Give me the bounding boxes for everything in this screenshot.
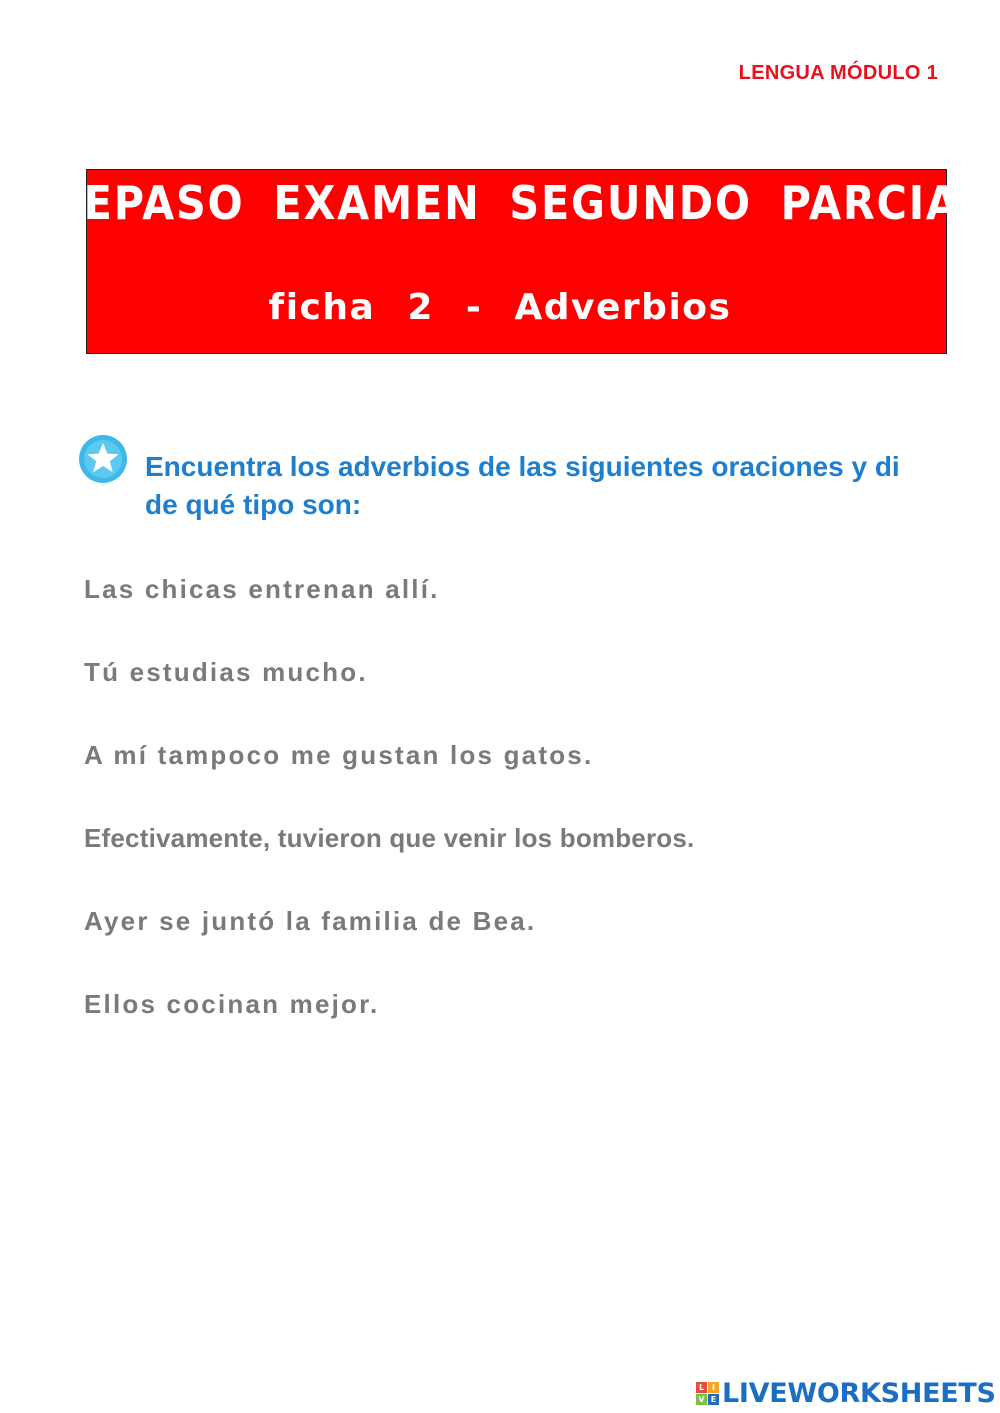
logo-block: E [708,1394,719,1405]
logo-block: I [708,1382,719,1393]
exercise-instruction: Encuentra los adverbios de las siguientes oraciones y di de qué tipo son: [145,451,900,520]
sentence-list [84,574,694,1072]
logo-text: LIVEWORKSHEETS [722,1377,996,1409]
sentence-item: A mí tampoco me gustan los gatos. [84,740,594,770]
star-icon [78,434,128,484]
module-label: LENGUA MÓDULO 1 [738,62,938,84]
sentence-item: Ellos cocinan mejor. [84,989,380,1019]
logo-blocks-icon [696,1382,719,1405]
sentence-item: Ayer se juntó la familia de Bea. [84,906,537,936]
liveworksheets-logo [696,1377,996,1409]
worksheet-title: REPASO EXAMEN SEGUNDO PARCIAL [50,176,988,230]
sentence-item: Efectivamente, tuvieron que venir los bomberos. [84,823,695,853]
logo-block: L [696,1382,707,1393]
sentence-item: Tú estudias mucho. [84,657,368,687]
sentence-item: Las chicas entrenan allí. [84,574,440,604]
logo-block: V [696,1394,707,1405]
worksheet-subtitle: ficha 2 - Adverbios [268,287,732,328]
